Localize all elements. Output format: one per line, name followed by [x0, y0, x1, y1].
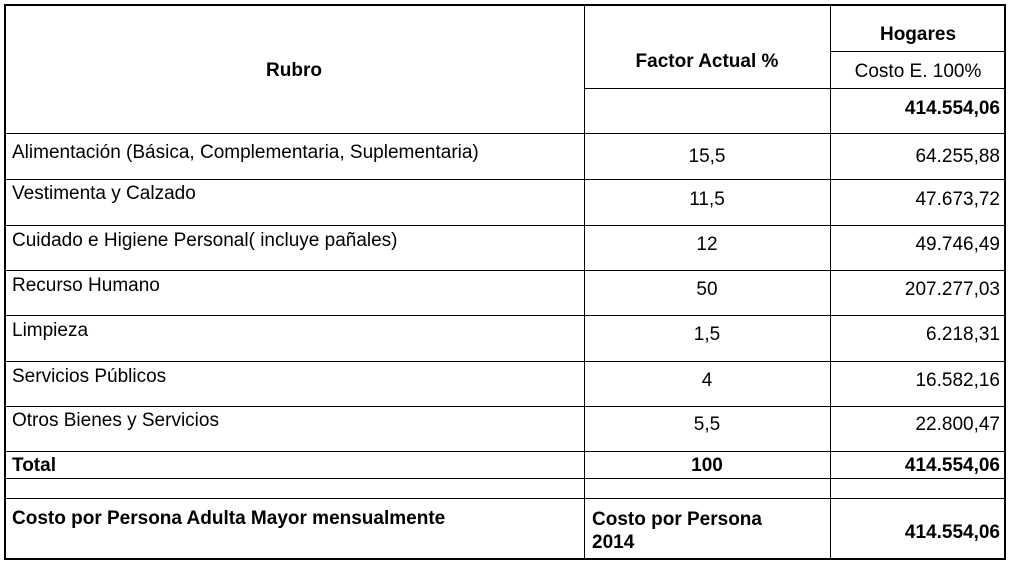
footer-factor-line2: 2014 [592, 532, 635, 553]
rule-bottom [4, 558, 1006, 560]
header-factor: Factor Actual % [635, 51, 779, 72]
header-rubro: Rubro [266, 60, 322, 81]
total-factor: 100 [691, 455, 723, 476]
total-label: Total [12, 455, 56, 476]
row-factor: 12 [696, 234, 718, 255]
header-hogares: Hogares [879, 24, 957, 45]
footer-label: Costo por Persona Adulta Mayor mensualmente [12, 508, 446, 529]
rule-top [4, 4, 1006, 6]
row-costo: 22.800,47 [915, 414, 1000, 435]
row-factor: 50 [696, 279, 718, 300]
row-rubro: Recurso Humano [12, 275, 160, 296]
row-costo: 207.277,03 [904, 279, 1000, 300]
row-rubro: Cuidado e Higiene Personal( incluye pañales) [12, 230, 398, 251]
cost-table [4, 4, 1006, 560]
row-rubro: Otros Bienes y Servicios [12, 410, 219, 431]
rule-header-bottom [4, 133, 1006, 134]
rule-hogares [830, 51, 1006, 52]
row-costo: 16.582,16 [915, 370, 1000, 391]
rule-row-7 [4, 451, 1006, 452]
row-factor: 5,5 [693, 414, 721, 435]
row-factor: 1,5 [693, 324, 721, 345]
rule-costo [584, 88, 1006, 89]
footer-costo: 414.554,06 [904, 522, 1000, 543]
rule-row-1 [4, 179, 1006, 180]
row-costo: 47.673,72 [915, 189, 1000, 210]
rule-left [4, 4, 6, 560]
rule-row-4 [4, 315, 1006, 316]
total-costo: 414.554,06 [904, 455, 1000, 476]
rule-right [1004, 4, 1006, 560]
rule-spacer [4, 498, 1006, 499]
rule-row-5 [4, 361, 1006, 362]
row-costo: 49.746,49 [915, 234, 1000, 255]
rule-row-2 [4, 225, 1006, 226]
row-costo: 64.255,88 [915, 146, 1000, 167]
row-rubro: Limpieza [12, 320, 89, 341]
rule-row-6 [4, 406, 1006, 407]
row-rubro: Vestimenta y Calzado [12, 183, 196, 204]
row-rubro: Alimentación (Básica, Complementaria, Suplementaria) [12, 142, 479, 163]
footer-factor-line1: Costo por Persona [592, 509, 762, 530]
row-rubro: Servicios Públicos [12, 366, 167, 387]
header-costo: Costo E. 100% [854, 61, 982, 82]
rule-row-3 [4, 270, 1006, 271]
row-costo: 6.218,31 [926, 324, 1000, 345]
row-factor: 11,5 [689, 189, 725, 210]
header-total-costo: 414.554,06 [904, 98, 1000, 119]
row-factor: 4 [701, 370, 713, 391]
rule-total [4, 478, 1006, 479]
row-factor: 15,5 [688, 146, 726, 167]
